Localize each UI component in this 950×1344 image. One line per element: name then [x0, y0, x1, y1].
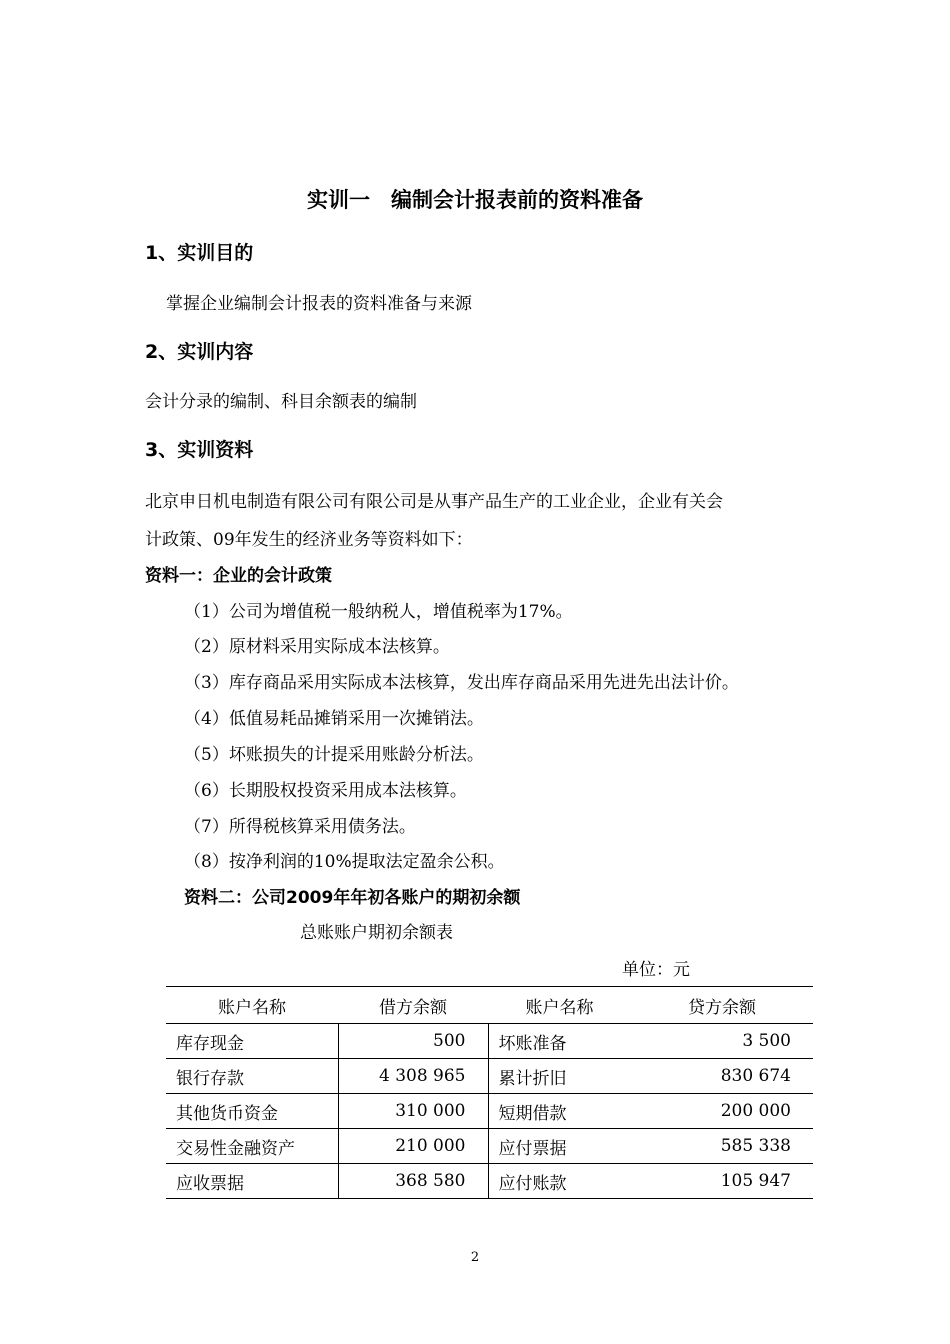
debit-balance: 210 000 [338, 1129, 488, 1164]
table-row [166, 1024, 813, 1059]
column-header: 账户名称 [166, 987, 338, 1024]
table-row [166, 1059, 813, 1094]
debit-account-name: 其他货币资金 [166, 1094, 338, 1129]
credit-account-name: 累计折旧 [488, 1059, 631, 1094]
section-heading-content: 2、实训内容 [145, 341, 254, 363]
opening-balance-table [166, 986, 813, 1199]
credit-account-name: 坏账准备 [488, 1024, 631, 1059]
policy-item: （1）公司为增值税一般纳税人，增值税率为17%。 [184, 602, 573, 622]
policy-item: （4）低值易耗品摊销采用一次摊销法。 [184, 709, 484, 729]
policy-item: （6）长期股权投资采用成本法核算。 [184, 781, 467, 801]
table-row [166, 1164, 813, 1199]
debit-balance: 310 000 [338, 1094, 488, 1129]
document-title: 实训一 编制会计报表前的资料准备 [307, 188, 643, 212]
debit-balance: 500 [338, 1024, 488, 1059]
credit-account-name: 短期借款 [488, 1094, 631, 1129]
section-text-content: 会计分录的编制、科目余额表的编制 [145, 392, 417, 412]
policy-item: （5）坏账损失的计提采用账龄分析法。 [184, 745, 484, 765]
credit-account-name: 应付票据 [488, 1129, 631, 1164]
section-text-purpose: 掌握企业编制会计报表的资料准备与来源 [166, 294, 472, 314]
column-header: 借方余额 [338, 987, 488, 1024]
debit-account-name: 银行存款 [166, 1059, 338, 1094]
column-header: 贷方余额 [631, 987, 813, 1024]
material1-heading: 资料一：企业的会计政策 [145, 566, 332, 586]
table-header-row [166, 987, 813, 1024]
policy-item: （2）原材料采用实际成本法核算。 [184, 637, 450, 657]
table-row [166, 1094, 813, 1129]
debit-balance: 4 308 965 [338, 1059, 488, 1094]
debit-account-name: 交易性金融资产 [166, 1129, 338, 1164]
credit-balance: 105 947 [631, 1164, 813, 1199]
policy-item: （7）所得税核算采用债务法。 [184, 817, 416, 837]
column-header: 账户名称 [488, 987, 631, 1024]
unit-label: 单位：元 [622, 960, 690, 980]
material2-heading: 资料二：公司2009年年初各账户的期初余额 [184, 888, 521, 908]
policy-item: （3）库存商品采用实际成本法核算，发出库存商品采用先进先出法计价。 [184, 673, 739, 693]
credit-balance: 585 338 [631, 1129, 813, 1164]
intro-paragraph-line1: 北京申日机电制造有限公司有限公司是从事产品生产的工业企业，企业有关会 [145, 492, 723, 512]
credit-balance: 3 500 [631, 1024, 813, 1059]
table-row [166, 1129, 813, 1164]
table-title: 总账账户期初余额表 [300, 923, 453, 943]
debit-balance: 368 580 [338, 1164, 488, 1199]
credit-account-name: 应付账款 [488, 1164, 631, 1199]
credit-balance: 200 000 [631, 1094, 813, 1129]
section-heading-purpose: 1、实训目的 [145, 242, 254, 264]
page-number: 2 [470, 1250, 480, 1265]
policy-item: （8）按净利润的10%提取法定盈余公积。 [184, 852, 505, 872]
section-heading-materials: 3、实训资料 [145, 439, 254, 461]
intro-paragraph-line2: 计政策、09年发生的经济业务等资料如下： [145, 530, 473, 550]
credit-balance: 830 674 [631, 1059, 813, 1094]
debit-account-name: 应收票据 [166, 1164, 338, 1199]
debit-account-name: 库存现金 [166, 1024, 338, 1059]
